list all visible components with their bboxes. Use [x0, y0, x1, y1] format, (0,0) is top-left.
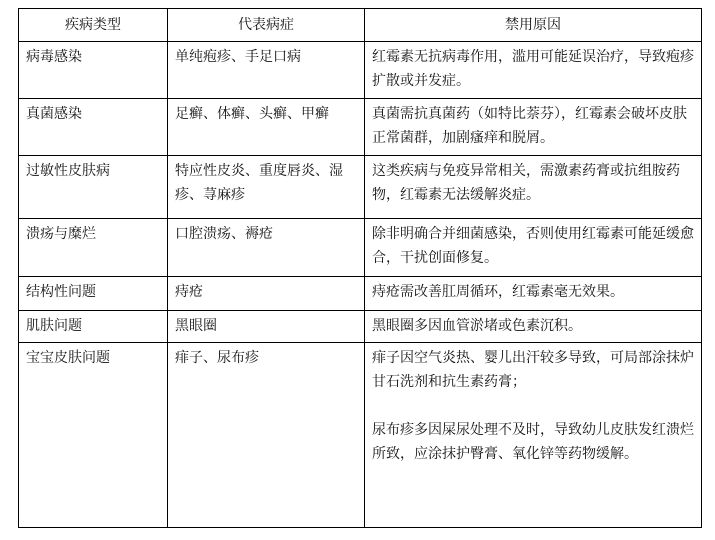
header-prohibition-reason: 禁用原因 [365, 9, 702, 42]
table-row [19, 219, 702, 277]
reason-text: 这类疾病与免疫异常相关，需激素药膏或抗组胺药物，红霉素无法缓解炎症。 [372, 163, 680, 203]
reason-cell [365, 156, 702, 219]
table-row [19, 277, 702, 311]
disease-type-cell: 肌肤问题 [19, 311, 168, 343]
disease-type-cell: 结构性问题 [19, 277, 168, 311]
symptoms-cell: 黑眼圈 [168, 311, 365, 343]
symptoms-cell: 足癣、体癣、头癣、甲癣 [168, 99, 365, 156]
symptoms-cell: 痔疮 [168, 277, 365, 311]
reason-text: 黑眼圈多因血管淤堵或色素沉积。 [372, 318, 582, 334]
reason-cell [365, 277, 702, 311]
document-frame [18, 8, 701, 527]
paragraph-gap [372, 394, 695, 418]
table-row [19, 343, 702, 528]
disease-table [18, 8, 702, 528]
reason-cell [365, 99, 702, 156]
reason-cell [365, 219, 702, 277]
disease-type-cell: 宝宝皮肤问题 [19, 343, 168, 528]
reason-text: 尿布疹多因屎尿处理不及时，导致幼儿皮肤发红溃烂所致，应涂抹护臀膏、氧化锌等药物缓解。 [372, 422, 694, 462]
symptoms-cell: 单纯疱疹、手足口病 [168, 42, 365, 99]
header-disease-type: 疾病类型 [19, 9, 168, 42]
symptoms-cell: 痱子、尿布疹 [168, 343, 365, 528]
reason-text: 真菌需抗真菌药（如特比萘芬），红霉素会破坏皮肤正常菌群，加剧瘙痒和脱屑。 [372, 106, 687, 146]
reason-cell [365, 42, 702, 99]
table-row [19, 99, 702, 156]
disease-type-cell: 真菌感染 [19, 99, 168, 156]
reason-cell [365, 343, 702, 528]
symptoms-cell: 口腔溃疡、褥疮 [168, 219, 365, 277]
disease-type-cell: 过敏性皮肤病 [19, 156, 168, 219]
disease-type-cell: 溃疡与糜烂 [19, 219, 168, 277]
table-row [19, 311, 702, 343]
disease-type-cell: 病毒感染 [19, 42, 168, 99]
header-representative-symptoms: 代表病症 [168, 9, 365, 42]
reason-text: 红霉素无抗病毒作用，滥用可能延误治疗，导致疱疹扩散或并发症。 [372, 49, 694, 89]
reason-text: 痱子因空气炎热、婴儿出汗较多导致，可局部涂抹炉甘石洗剂和抗生素药膏； [372, 350, 694, 390]
reason-cell [365, 311, 702, 343]
symptoms-cell: 特应性皮炎、重度唇炎、湿疹、荨麻疹 [168, 156, 365, 219]
table-row [19, 42, 702, 99]
reason-text: 除非明确合并细菌感染，否则使用红霉素可能延缓愈合，干扰创面修复。 [372, 226, 694, 266]
table-header-row [19, 9, 702, 42]
reason-text: 痔疮需改善肛周循环，红霉素毫无效果。 [372, 284, 624, 300]
table-row [19, 156, 702, 219]
